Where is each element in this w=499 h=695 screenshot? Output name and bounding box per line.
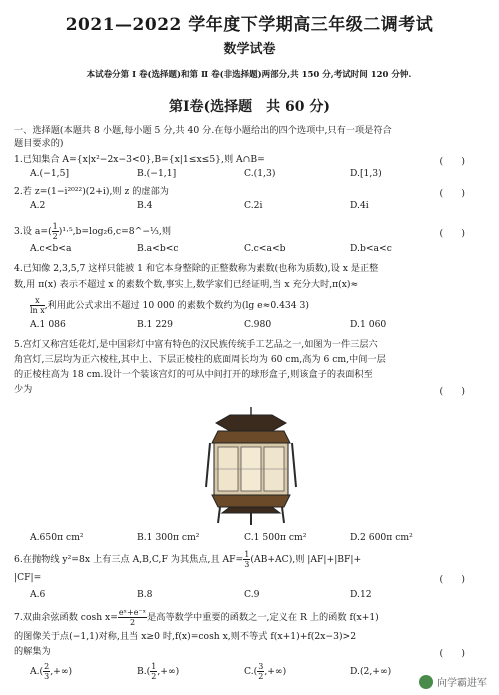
q5-line4: 少为 <box>14 384 33 395</box>
q7-line3: 的解集为 <box>14 646 51 657</box>
q4-line1: 4.已知像 2,3,5,7 这样只能被 1 和它本身整除的正整数称为素数(也称为质数),设 x 是正整 <box>14 263 379 274</box>
q4-fraction: $\frac{x}{\text{ln x}}$ <box>30 296 45 315</box>
q5-paren: ( ) <box>439 386 465 397</box>
q2-option-c: C.2i <box>244 200 263 211</box>
q6-line2: |CF|= <box>14 572 42 583</box>
part-intro-line2: 题目要求的) <box>14 138 64 149</box>
q7-option-c: C.( $\frac{3}{2}$ ,+∞) <box>244 662 287 681</box>
q7-option-a: A.( $\frac{2}{3}$ ,+∞) <box>30 662 73 681</box>
q2-stem: 2.若 z=(1−i²⁰²²)(2+i),则 z 的虚部为 <box>14 186 169 197</box>
q1-paren: ( ) <box>439 156 465 167</box>
q3-option-b: B.a<b<c <box>137 243 179 254</box>
q1-option-d: D.[1,3) <box>350 168 382 179</box>
q5-line3: 的正棱柱高为 18 cm.设计一个装该宫灯的可从中间打开的球形盒子,则该盒子的表面积至 <box>14 369 373 380</box>
q6-option-c: C.9 <box>244 589 260 600</box>
q6-paren: ( ) <box>439 574 465 585</box>
q7-line2: 的图像关于点(−1,1)对称,且当 x≥0 时,f(x)=cosh x,则不等式 f(x+1)+f(2x−3)>2 <box>14 631 357 642</box>
q3-stem: 3.设 a=( $\frac{1}{2}$ )¹·⁵,b=log₂6,c=8^−⅓,则 <box>14 222 172 241</box>
q7-option-d: D.(2,+∞) <box>350 666 392 677</box>
q6-option-a: A.6 <box>30 589 46 600</box>
q1-option-a: A.(−1,5] <box>30 168 70 179</box>
q4-option-a: A.1 086 <box>30 319 66 330</box>
q7-fraction: $\frac{\text{eˣ+e⁻ˣ}}{2}$ <box>118 608 147 627</box>
q6-fraction: $\frac{1}{3}$ <box>244 550 250 569</box>
wechat-icon <box>419 675 433 689</box>
q6-option-b: B.8 <box>137 589 153 600</box>
q5-option-c: C.1 500π cm² <box>244 532 307 543</box>
q3-paren: ( ) <box>439 228 465 239</box>
watermark <box>419 674 487 689</box>
watermark-text: 向学霸进军 <box>437 678 487 689</box>
q4-option-c: C.980 <box>244 319 272 330</box>
q3-option-d: D.b<a<c <box>350 243 392 254</box>
q5-line2: 角宫灯,三层均为正六棱柱,其中上、下层正棱柱的底面周长均为 60 cm,高为 6 cm,中间一层 <box>14 354 386 365</box>
q7-line1: 7.双曲余弦函数 cosh x= $\frac{\text{eˣ+e⁻ˣ}}{2}$ 是高等数学中重要的函数之一,定义在 R 上的函数 f(x+1) <box>14 608 379 627</box>
q4-option-b: B.1 229 <box>137 319 173 330</box>
part-intro-line1: 一、选择题(本题共 8 小题,每小题 5 分,共 40 分.在每小题给出的四个选项中,只有一项是符合 <box>14 125 392 136</box>
palace-lantern-image <box>190 405 312 525</box>
q5-option-a: A.650π cm² <box>30 532 84 543</box>
q4-line2: 数,用 π(x) 表示不超过 x 的素数个数,事实上,数学家们已经证明,当 x 充分大时,π(x)≈ <box>14 279 359 290</box>
q3-option-a: A.c<b<a <box>30 243 72 254</box>
section-heading: 第Ⅰ卷(选择题 共 60 分) <box>168 99 331 115</box>
q3-option-c: C.c<a<b <box>244 243 286 254</box>
q5-line1: 5.宫灯又称宫廷花灯,是中国彩灯中富有特色的汉民族传统手工艺品之一,如图为一件三层六 <box>14 339 378 350</box>
q6-option-d: D.12 <box>350 589 372 600</box>
q5-option-d: D.2 600π cm² <box>350 532 413 543</box>
exam-subtitle: 数学试卷 <box>223 42 276 57</box>
q5-option-b: B.1 300π cm² <box>137 532 200 543</box>
q7-option-b: B.( $\frac{1}{2}$ ,+∞) <box>137 662 180 681</box>
q2-option-d: D.4i <box>350 200 369 211</box>
exam-note: 本试卷分第 Ⅰ 卷(选择题)和第 Ⅱ 卷(非选择题)两部分,共 150 分,考试时间 120 分钟. <box>86 70 412 80</box>
q6-line1: 6.在抛物线 y²=8x 上有三点 A,B,C,F 为其焦点,且 AF= $\frac{1}{3}$ (AB+AC),则 |AF|+|BF|+ <box>14 550 362 569</box>
exam-title: 2021—2022 学年度下学期高三年级二调考试 <box>65 15 434 35</box>
q1-stem: 1.已知集合 A={x|x²−2x−3<0},B={x|1≤x≤5},则 A∩B= <box>14 154 265 165</box>
q2-option-b: B.4 <box>137 200 153 211</box>
q4-line3: $\frac{x}{\text{ln x}}$ ,利用此公式求出不超过 10 000 的素数个数约为(lg e≈0.434 3) <box>30 296 309 315</box>
q2-paren: ( ) <box>439 188 465 199</box>
q1-option-b: B.(−1,1] <box>137 168 177 179</box>
q3-fraction: $\frac{1}{2}$ <box>52 222 58 241</box>
q7-paren: ( ) <box>439 648 465 659</box>
q4-option-d: D.1 060 <box>350 319 387 330</box>
q1-option-c: C.(1,3) <box>244 168 276 179</box>
q2-option-a: A.2 <box>30 200 46 211</box>
